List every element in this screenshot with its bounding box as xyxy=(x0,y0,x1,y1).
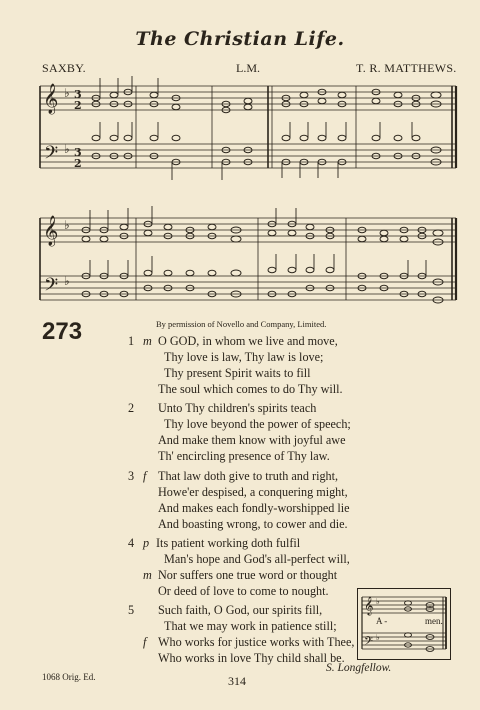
verse-line: Thy present Spirit waits to fill xyxy=(164,366,311,380)
verse-line: That we may work in patience still; xyxy=(164,619,337,633)
permission-note: By permission of Novello and Company, Limited. xyxy=(156,319,327,329)
verse-line: Man's hope and God's all-perfect will, xyxy=(164,552,350,566)
verse-line: O GOD, in whom we live and move, xyxy=(158,334,338,348)
score-system-2-svg xyxy=(36,204,458,316)
verse-line: Unto Thy children's spirits teach xyxy=(158,401,317,415)
verse-line: Thy love beyond the power of speech; xyxy=(164,417,351,431)
dynamic-marking: f xyxy=(143,635,147,649)
music-system-2 xyxy=(36,204,458,316)
stanza-number: 3 xyxy=(128,469,135,483)
svg-text:𝄢: 𝄢 xyxy=(364,635,374,651)
edition-note: 1068 Orig. Ed. xyxy=(42,672,96,682)
stanza-number: 2 xyxy=(128,401,135,415)
dynamic-marking: f xyxy=(143,469,147,483)
svg-text:3: 3 xyxy=(74,88,82,101)
hymn-number: 273 xyxy=(42,318,83,345)
meter: L.M. xyxy=(236,61,260,75)
svg-text:3: 3 xyxy=(74,146,82,159)
amen-syllable: A - xyxy=(376,616,388,626)
svg-text:2: 2 xyxy=(74,99,82,112)
stanza-number: 5 xyxy=(128,603,135,617)
dynamic-marking: p xyxy=(143,536,150,550)
page-title: The Christian Life. xyxy=(135,28,345,50)
svg-text:♭: ♭ xyxy=(64,274,70,288)
verse-line: Who works in love Thy child shall be. xyxy=(158,651,345,665)
verse-line: Who works for justice works with Thee, xyxy=(158,635,355,649)
svg-text:2: 2 xyxy=(74,157,82,170)
stanza-number: 1 xyxy=(128,334,135,348)
stanza-number: 4 xyxy=(128,536,135,550)
score-system-1-svg xyxy=(36,76,458,188)
author-attribution: S. Longfellow. xyxy=(326,662,392,674)
svg-text:♭: ♭ xyxy=(64,86,70,100)
verse-line: Howe'er despised, a conquering might, xyxy=(158,485,348,499)
verse-line: The soul which comes to do Thy will. xyxy=(158,382,343,396)
verse-line: And boasting wrong, to cower and die. xyxy=(158,517,348,531)
svg-text:♭: ♭ xyxy=(64,218,70,232)
verse-line: Or deed of love to come to nought. xyxy=(158,584,329,598)
svg-text:𝄢: 𝄢 xyxy=(44,143,59,168)
tune-name: SAXBY. xyxy=(42,61,86,75)
music-system-1 xyxy=(36,76,458,188)
svg-text:♭: ♭ xyxy=(376,597,380,606)
dynamic-marking: m xyxy=(143,334,152,348)
svg-text:𝄞: 𝄞 xyxy=(364,596,374,615)
page-number: 314 xyxy=(228,674,246,688)
composer: T. R. MATTHEWS. xyxy=(356,61,457,75)
verse-line: That law doth give to truth and right, xyxy=(158,469,339,483)
verse-line: Nor suffers one true word or thought xyxy=(158,568,338,582)
verse-line: Thy love is law, Thy law is love; xyxy=(164,350,324,364)
svg-text:𝄞: 𝄞 xyxy=(43,216,59,246)
amen-syllable: men. xyxy=(425,616,443,626)
verse-line: Its patient working doth fulfil xyxy=(156,536,301,550)
verse-line: And make them know with joyful awe xyxy=(158,433,346,447)
verse-line: Such faith, O God, our spirits fill, xyxy=(158,603,323,617)
svg-text:♭: ♭ xyxy=(376,633,380,642)
svg-text:𝄢: 𝄢 xyxy=(44,275,59,300)
dynamic-marking: m xyxy=(143,568,152,582)
svg-text:𝄞: 𝄞 xyxy=(43,84,59,114)
verse-line: Th' encircling presence of Thy law. xyxy=(158,449,330,463)
verse-line: And makes each fondly-worshipped lie xyxy=(158,501,350,515)
svg-text:♭: ♭ xyxy=(64,142,70,156)
